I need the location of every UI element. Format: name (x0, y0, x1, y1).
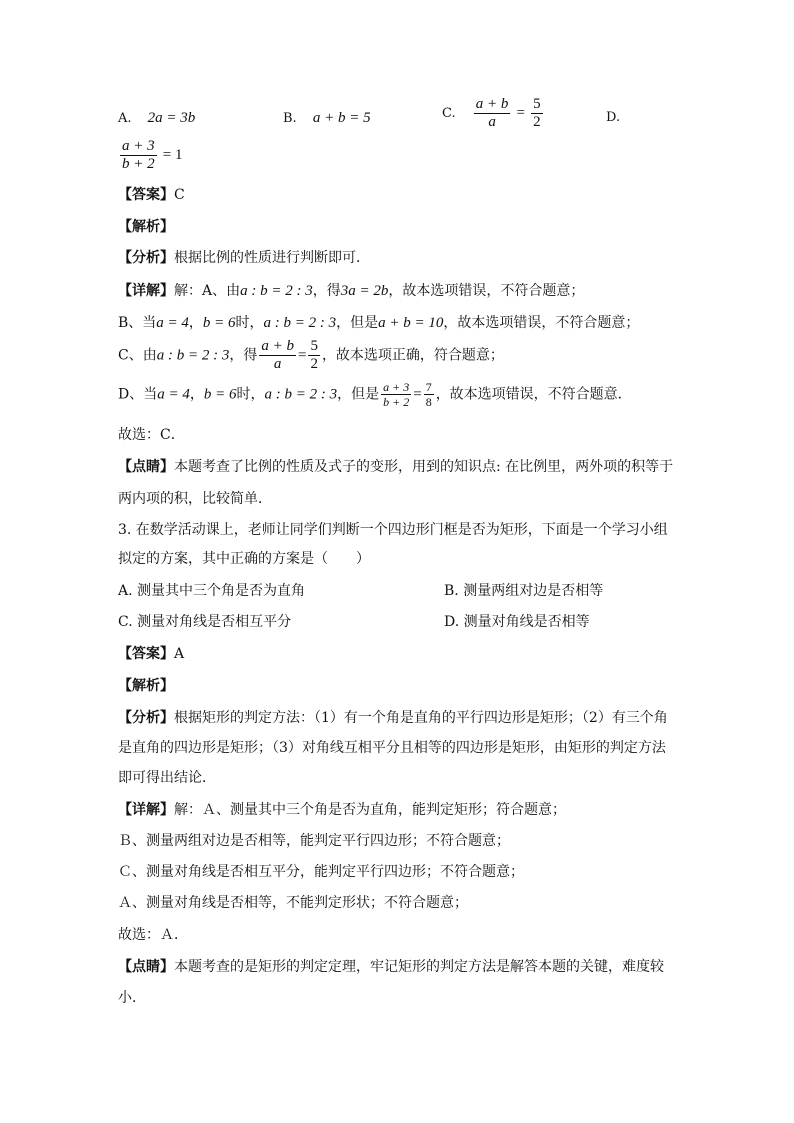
q3-choice: 故选：Ａ． (118, 927, 188, 943)
fraction: $\frac{a + b}{a}$ (475, 96, 509, 130)
q2-detail-a: 【详解】解：A、由a : b = 2 : 3，得3a = 2b，故本选项错误，不符合题意； (118, 283, 585, 299)
q2-option-d-label: D. (606, 110, 621, 125)
fraction: $\frac{5}{2}$ (310, 338, 318, 372)
fraction: $\frac{7}{8}$ (425, 380, 432, 409)
fraction: $\frac{5}{2}$ (533, 96, 541, 130)
fraction: $\frac{a + 3}{b + 2}$ (122, 138, 155, 172)
q3-option-a: A. 测量其中三个角是否为直角 (118, 583, 306, 599)
equals-sign: = (516, 105, 525, 121)
q3-detail-line3: Ｃ、测量对角线是否相互平分，能判定平行四边形；不符合题意； (118, 864, 524, 880)
q2-detail-c: C、由a : b = 2 : 3，得 $\frac{a + b}{a}$ = $\frac{5}{2}$ ，故本选项正确，符合题意； (118, 338, 504, 372)
q3-stem-line1: 3. 在数学活动课上，老师让同学们判断一个四边形门框是否为矩形，下面是一个学习小组 (118, 522, 668, 538)
fraction: $\frac{a + b}{a}$ (261, 338, 294, 372)
q2-fenxi: 【分析】根据比例的性质进行判断即可． (118, 250, 370, 266)
q2-choice: 故选：C． (118, 427, 185, 443)
q2-option-c (442, 96, 545, 131)
q3-detail-line2: Ｂ、测量两组对边是否相等，能判定平行四边形；不符合题意； (118, 833, 510, 849)
option-expression: 2a = 3b (147, 110, 196, 126)
q2-detail-d: D、当a = 4，b = 6时，a : b = 2 : 3，但是 $\frac{a + 3}{b + 2}$ = $\frac{7}{8}$ ，故本选项错误，不符合题意． (118, 380, 632, 409)
q3-fenxi-line3: 即可得出结论． (118, 770, 216, 786)
q3-stem-line2: 拟定的方案，其中正确的方案是（ ） (118, 551, 370, 567)
q2-detail-b: B、当a = 4，b = 6时，a : b = 2 : 3，但是a + b = 10，故本选项错误，不符合题意； (118, 315, 640, 331)
q3-dianjing-line2: 小． (118, 990, 146, 1006)
q3-fenxi-line2: 是直角的四边形是矩形；（3）对角线互相平分且相等的四边形是矩形，由矩形的判定方法 (118, 740, 666, 756)
q3-fenxi-line1: 【分析】根据矩形的判定方法：（1）有一个角是直角的平行四边形是矩形；（2）有三个角 (118, 710, 668, 726)
option-expression: a + b = 5 (312, 110, 371, 126)
q2-dianjing-line1: 【点睛】本题考查了比例的性质及式子的变形，用到的知识点: 在比例里，两外项的积等于 (118, 459, 674, 475)
q2-option-d-expression: $\frac{a + 3}{b + 2}$ = 1 (122, 138, 183, 172)
q3-answer: 【答案】A (118, 646, 185, 662)
option-label: B. (283, 111, 297, 126)
option-label: C. (442, 106, 456, 121)
q3-dianjing-line1: 【点睛】本题考查的是矩形的判定定理，牢记矩形的判定方法是解答本题的关键，难度较 (118, 959, 664, 975)
q2-analysis-heading: 【解析】 (118, 219, 174, 235)
q3-option-b: B. 测量两组对边是否相等 (444, 583, 604, 599)
fraction: $\frac{a + 3}{b + 2}$ (383, 380, 410, 409)
q3-option-c: C. 测量对角线是否相互平分 (118, 614, 292, 630)
option-label: A. (118, 111, 132, 126)
q2-option-b (283, 110, 371, 127)
q3-detail-line1: 【详解】解：Ａ、测量其中三个角是否为直角，能判定矩形；符合题意； (118, 802, 566, 818)
q3-analysis-heading: 【解析】 (118, 678, 174, 694)
q2-option-a (118, 110, 195, 127)
q3-option-d: D. 测量对角线是否相等 (444, 614, 590, 630)
q2-answer: 【答案】C (118, 187, 185, 203)
q3-detail-line4: Ａ、测量对角线是否相等，不能判定形状；不符合题意； (118, 895, 468, 911)
q2-dianjing-line2: 两内项的积，比较简单． (118, 491, 272, 507)
